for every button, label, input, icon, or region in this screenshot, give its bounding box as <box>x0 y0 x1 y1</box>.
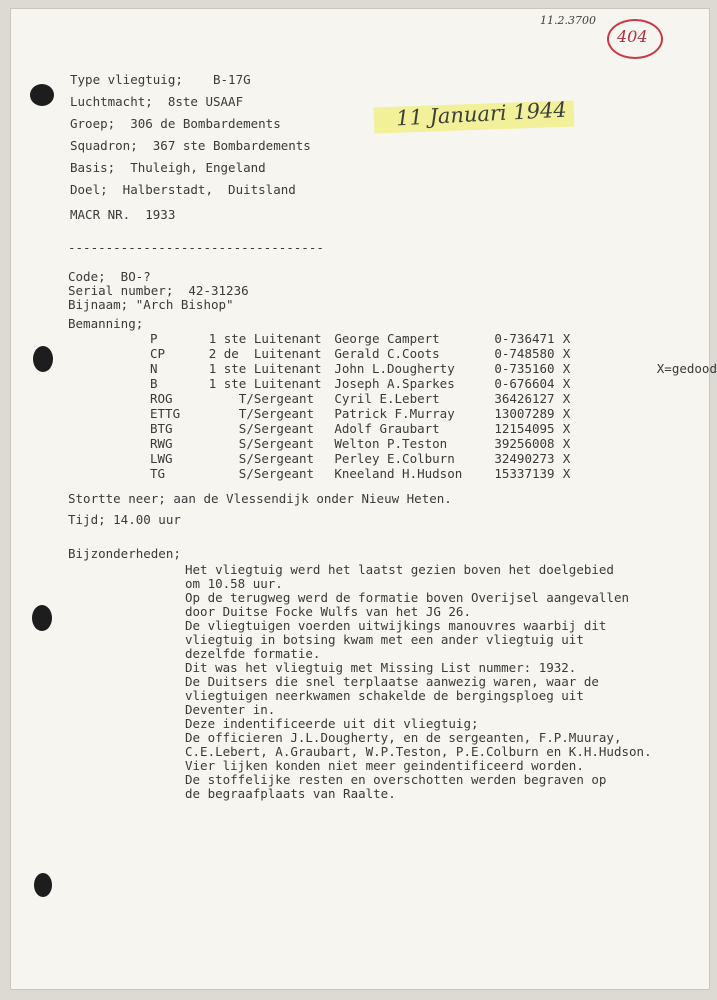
details-line: Deze indentificeerde uit dit vliegtuig; <box>185 716 479 731</box>
serial-number: Serial number; 42-31236 <box>68 283 249 298</box>
table-row: ETTG T/Sergeant Patrick F.Murray 13007289 X <box>150 406 571 421</box>
punch-hole <box>32 605 52 631</box>
details-line: de begraafplaats van Raalte. <box>185 786 396 801</box>
details-line: vliegtuig in botsing kwam met een ander vliegtuig uit <box>185 632 584 647</box>
details-line: om 10.58 uur. <box>185 576 283 591</box>
details-line: vliegtuigen neerkwamen schakelde de bergingsploeg uit <box>185 688 584 703</box>
handwritten-date: 11 Januari 1944 <box>395 97 568 131</box>
table-row: P 1 ste Luitenant George Campert 0-736471 X <box>150 331 571 346</box>
punch-hole <box>33 346 53 372</box>
table-row: CP 2 de Luitenant Gerald C.Coots 0-748580 X <box>150 346 571 361</box>
details-line: door Duitse Focke Wulfs van het JG 26. <box>185 604 471 619</box>
table-row: LWG S/Sergeant Perley E.Colburn 32490273 X <box>150 451 571 466</box>
details-line: De Duitsers die snel terplaatse aanwezig waren, waar de <box>185 674 599 689</box>
details-line: De officieren J.L.Dougherty, en de sergeanten, F.P.Muuray, <box>185 730 622 745</box>
table-row: ROG T/Sergeant Cyril E.Lebert 36426127 X <box>150 391 571 406</box>
squadron: Squadron; 367 ste Bombardements <box>70 138 311 153</box>
code: Code; BO-? <box>68 269 151 284</box>
punch-hole <box>30 84 54 106</box>
nickname: Bijnaam; "Arch Bishop" <box>68 297 234 312</box>
crash-location: Stortte neer; aan de Vlessendijk onder Nieuw Heten. <box>68 491 452 506</box>
details-label: Bijzonderheden; <box>68 546 181 561</box>
table-row: BTG S/Sergeant Adolf Graubart 12154095 X <box>150 421 571 436</box>
table-row: B 1 ste Luitenant Joseph A.Sparkes 0-676604 X <box>150 376 571 391</box>
details-line: De stoffelijke resten en overschotten werden begraven op <box>185 772 607 787</box>
crew-table <box>150 331 717 481</box>
details-line: Het vliegtuig werd het laatst gezien boven het doelgebied <box>185 562 614 577</box>
target: Doel; Halberstadt, Duitsland <box>70 182 296 197</box>
group: Groep; 306 de Bombardements <box>70 116 281 131</box>
details-line: Op de terugweg werd de formatie boven Overijsel aangevallen <box>185 590 630 605</box>
crash-time: Tijd; 14.00 uur <box>68 512 181 527</box>
details-line: De vliegtuigen voerden uitwijkings manouvres waarbij dit <box>185 618 607 633</box>
base: Basis; Thuleigh, Engeland <box>70 160 266 175</box>
details-line: C.E.Lebert, A.Graubart, W.P.Teston, P.E.Colburn en K.H.Hudson. <box>185 744 652 759</box>
divider: ---------------------------------- <box>68 240 324 255</box>
details-line: dezelfde formatie. <box>185 646 321 661</box>
archive-reference: 11.2.3700 <box>540 14 596 27</box>
details-line: Vier lijken konden niet meer geindentificeerd worden. <box>185 758 584 773</box>
aircraft-type: Type vliegtuig; B-17G <box>70 72 251 87</box>
details-text <box>185 563 652 801</box>
table-row: N 1 ste Luitenant John L.Dougherty 0-735160 X X=gedood <box>150 361 717 376</box>
macr-number: MACR NR. 1933 <box>70 207 176 222</box>
stamp-number: 404 <box>617 27 648 46</box>
legend: X=gedood <box>656 361 717 376</box>
details-line: Deventer in. <box>185 702 276 717</box>
table-row: TG S/Sergeant Kneeland H.Hudson 15337139 X <box>150 466 571 481</box>
table-row: RWG S/Sergeant Welton P.Teston 39256008 X <box>150 436 571 451</box>
details-line: Dit was het vliegtuig met Missing List nummer: 1932. <box>185 660 577 675</box>
punch-hole <box>34 873 52 897</box>
air-force: Luchtmacht; 8ste USAAF <box>70 94 244 109</box>
crew-label: Bemanning; <box>68 316 144 331</box>
